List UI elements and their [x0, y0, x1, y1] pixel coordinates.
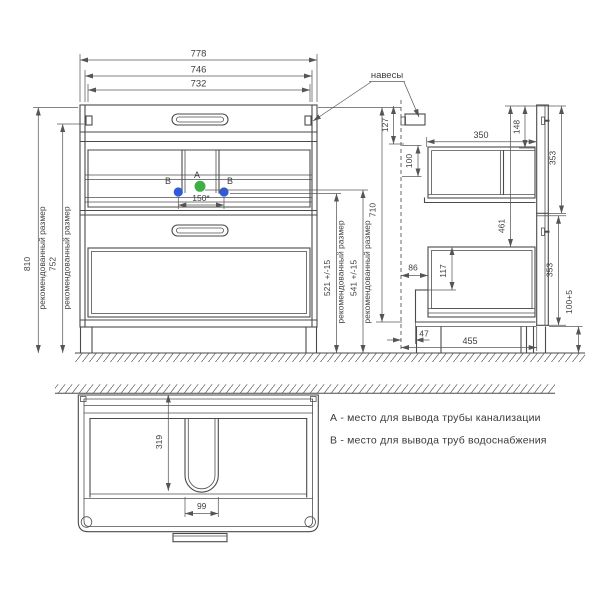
dim-100-5-label: 100+5: [564, 290, 574, 314]
floor-hatching: [75, 354, 585, 363]
point-b-water-left: [174, 187, 183, 196]
front-width-dimensions: [80, 49, 317, 103]
side-legs: [417, 327, 546, 353]
side-niche-box: [425, 147, 536, 203]
pipe-cutout-inner: [188, 419, 215, 489]
front-legs: [81, 327, 317, 353]
bottom-drawer-handle: [172, 225, 228, 236]
wall-hanger: [405, 114, 425, 125]
hangers-leader-left: [313, 82, 371, 121]
front-right-dimensions: [205, 108, 402, 354]
dim-86-label: 86: [408, 262, 418, 273]
point-a-sewage: [195, 181, 206, 192]
dim-353-bottom-label: 353: [544, 262, 555, 278]
point-b-label-right: B: [226, 176, 234, 186]
front-view: [80, 105, 317, 353]
side-front-panel: [537, 105, 550, 325]
drawer-box: [88, 248, 310, 317]
dim-746-label: 746: [190, 64, 207, 76]
dim-541-label: 541 +/-15: [348, 259, 359, 297]
hangers-callout: [313, 70, 419, 121]
floor: [75, 353, 585, 362]
dim-100-label: 100: [404, 153, 414, 169]
top-drawer-handle: [172, 114, 228, 125]
dim-461-label: 461: [496, 218, 507, 234]
dim-353-top-label: 353: [547, 150, 558, 166]
point-a-label: A: [193, 170, 201, 180]
hanger-bracket-right: [305, 116, 311, 125]
side-view-dimensions: [380, 106, 583, 353]
hangers-leader-right: [404, 82, 419, 117]
dim-99-label: 99: [196, 501, 207, 511]
dim-541-rec-label: рекомендованный размер: [362, 220, 372, 324]
dim-710-label: 710: [367, 202, 378, 218]
dim-150-label: 150*: [192, 193, 210, 203]
dim-732-label: 732: [190, 78, 207, 90]
dim-810-label: 810: [22, 256, 32, 272]
dim-148-label: 148: [511, 119, 522, 135]
front-left-dimensions: [22, 108, 84, 354]
dim-778-label: 778: [190, 48, 207, 60]
dim-752-rec-label: рекомендованный размер: [61, 206, 72, 310]
dim-752-label: 752: [47, 256, 58, 272]
side-drawer-box: [428, 247, 535, 317]
dim-350-label: 350: [473, 130, 489, 140]
hanger-bracket-left: [86, 116, 92, 125]
plan-outline: [78, 395, 318, 532]
point-b-label-left: B: [164, 176, 172, 186]
point-b-water-right: [219, 187, 228, 196]
dim-521-label: 521 +/-15: [322, 259, 332, 297]
pipe-outlet-points: [165, 170, 233, 209]
bottom-view: [55, 384, 555, 541]
plan-tab: [173, 534, 227, 542]
legend: [330, 412, 547, 447]
legend-line-a: А - место для вывода трубы канализации: [330, 412, 541, 424]
dim-47-label: 47: [419, 328, 429, 339]
hangers-label: навесы: [370, 70, 404, 81]
cabinet-body-outline: [80, 105, 317, 327]
wall-hatching: [55, 384, 555, 393]
legend-line-b: В - место для вывода труб водоснабжения: [330, 434, 547, 447]
dim-455-label: 455: [462, 336, 478, 346]
dim-127-label: 127: [380, 117, 390, 133]
dim-117-label: 117: [438, 264, 448, 278]
dim-810-rec-label: рекомендованный размер: [37, 206, 47, 310]
dim-521-rec-label: рекомендованный размер: [335, 220, 346, 324]
dim-319-label: 319: [154, 434, 164, 450]
pipe-cutout-outer: [185, 419, 218, 492]
